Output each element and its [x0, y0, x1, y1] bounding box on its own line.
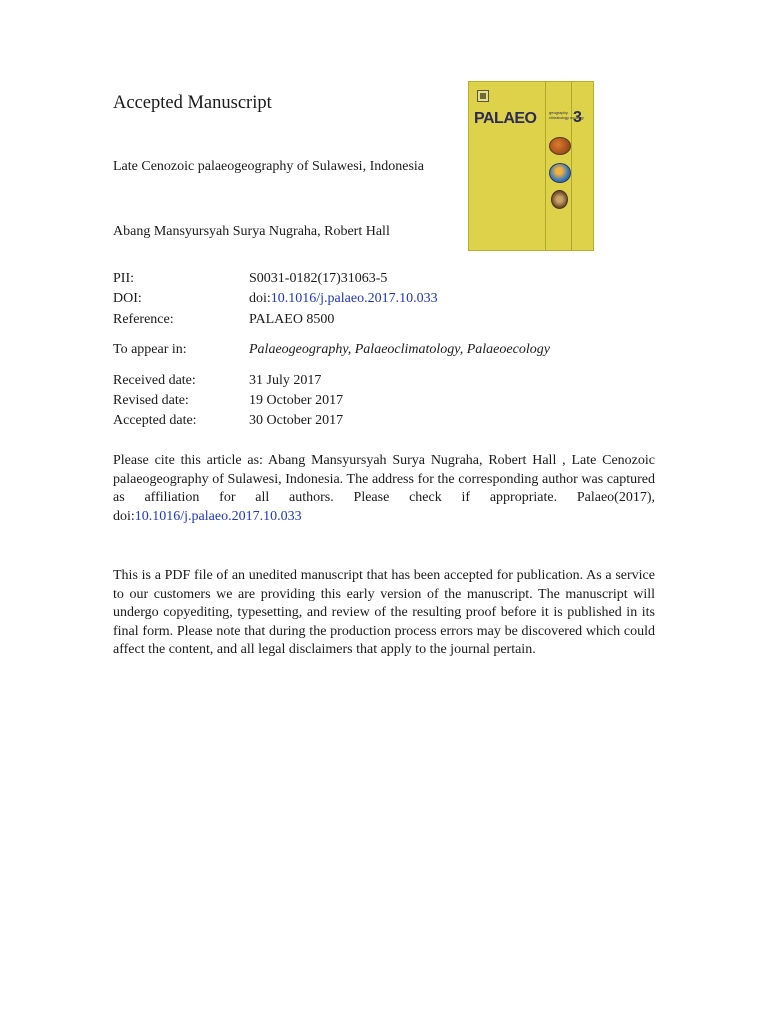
meta-appear-in-label: To appear in:: [113, 342, 187, 357]
cover-number: 3: [573, 109, 582, 126]
meta-revised-label: Revised date:: [113, 393, 189, 408]
doi-prefix: doi:: [249, 291, 271, 306]
meta-doi-value: [249, 290, 438, 308]
meta-accepted-value: 30 October 2017: [249, 413, 344, 428]
authors: Abang Mansyursyah Surya Nugraha, Robert Hall: [113, 224, 390, 239]
citation-text: Please cite this article as: Abang Mansyursyah Surya Nugraha, Robert Hall , Late Cenozoic palaeogeography of Sulawesi, Indonesia. The address for the corresponding author was captured as affiliation for all authors. Please check if appropriate. Palaeo(2017), doi:: [113, 453, 655, 524]
meta-revised-value: 19 October 2017: [249, 393, 344, 408]
page-title: Accepted Manuscript: [113, 93, 272, 113]
article-title: Late Cenozoic palaeogeography of Sulawesi, Indonesia: [113, 159, 425, 174]
publisher-logo-icon: [477, 90, 489, 102]
cover-stripe-left: [545, 82, 546, 250]
cover-stripe-right: [571, 82, 572, 250]
meta-pii-value: S0031-0182(17)31063-5: [249, 271, 388, 286]
citation-paragraph: [113, 452, 655, 526]
cover-image-fossil-icon: [551, 190, 568, 209]
meta-appear-in-value: Palaeogeography, Palaeoclimatology, Palaeoecology: [249, 342, 550, 357]
meta-received-value: 31 July 2017: [249, 373, 322, 388]
meta-received-label: Received date:: [113, 373, 196, 388]
cover-image-map-icon: [549, 137, 571, 155]
meta-accepted-label: Accepted date:: [113, 413, 197, 428]
meta-doi-label: DOI:: [113, 291, 142, 306]
cover-image-globe-icon: [549, 163, 571, 183]
disclaimer-paragraph: This is a PDF file of an unedited manuscript that has been accepted for publication. As a service to our customers we are providing this early version of the manuscript. The manuscript will undergo copyediting, typesetting, and review of the resulting proof before it is published in its final form. Please note that during the production process errors may be discovered which could affect the content, and all legal disclaimers that apply to the journal pertain.: [113, 568, 655, 658]
meta-reference-value: PALAEO 8500: [249, 312, 335, 327]
cover-subtitle: geography climatology ecology: [549, 110, 584, 120]
journal-cover: [468, 81, 594, 251]
meta-reference-label: Reference:: [113, 312, 174, 327]
doi-link[interactable]: 10.1016/j.palaeo.2017.10.033: [270, 291, 438, 306]
citation-doi-link[interactable]: 10.1016/j.palaeo.2017.10.033: [134, 508, 302, 524]
meta-pii-label: PII:: [113, 271, 134, 286]
cover-journal-name: PALAEO: [474, 110, 537, 127]
